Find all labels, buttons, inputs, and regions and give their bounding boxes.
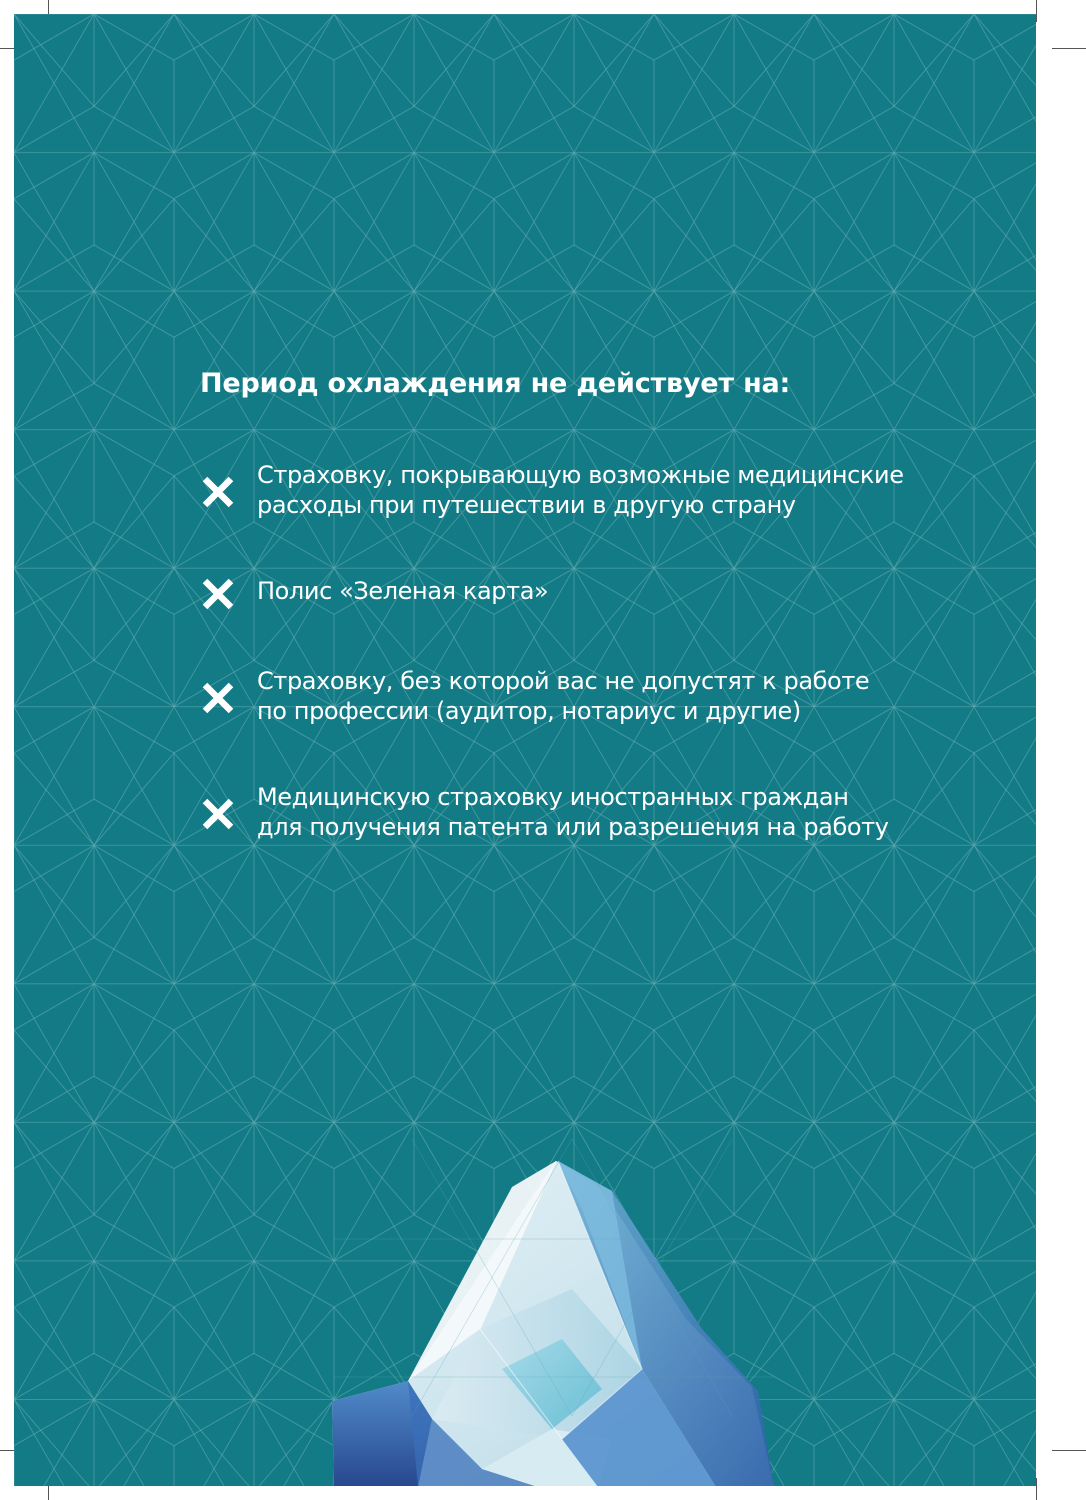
x-mark-icon — [200, 796, 236, 832]
crop-mark — [1036, 1478, 1037, 1500]
list-item-text: Страховку, без которой вас не допустят к работе по профессии (аудитор, нотариус и другие) — [257, 667, 870, 725]
list-item — [200, 460, 904, 520]
content-block — [200, 366, 960, 841]
crop-mark — [1036, 0, 1037, 22]
crystal-illustration — [312, 1139, 792, 1486]
list-item — [200, 666, 869, 726]
list-item-text: Страховку, покрывающую возможные медицинские расходы при путешествии в другую страну — [257, 461, 904, 519]
x-mark-icon — [200, 474, 236, 510]
leaflet-page — [14, 14, 1036, 1486]
x-mark-icon — [200, 680, 236, 716]
list-item-text: Полис «Зеленая карта» — [257, 577, 549, 605]
list-item — [200, 576, 548, 612]
crop-mark — [1052, 1450, 1086, 1451]
list-item — [200, 782, 889, 842]
list-item-text: Медицинскую страховку иностранных граждан для получения патента или разрешения на работу — [257, 783, 889, 841]
heading: Период охлаждения не действует на: — [200, 368, 791, 399]
crop-mark — [1052, 48, 1086, 49]
x-mark-icon — [200, 576, 236, 612]
